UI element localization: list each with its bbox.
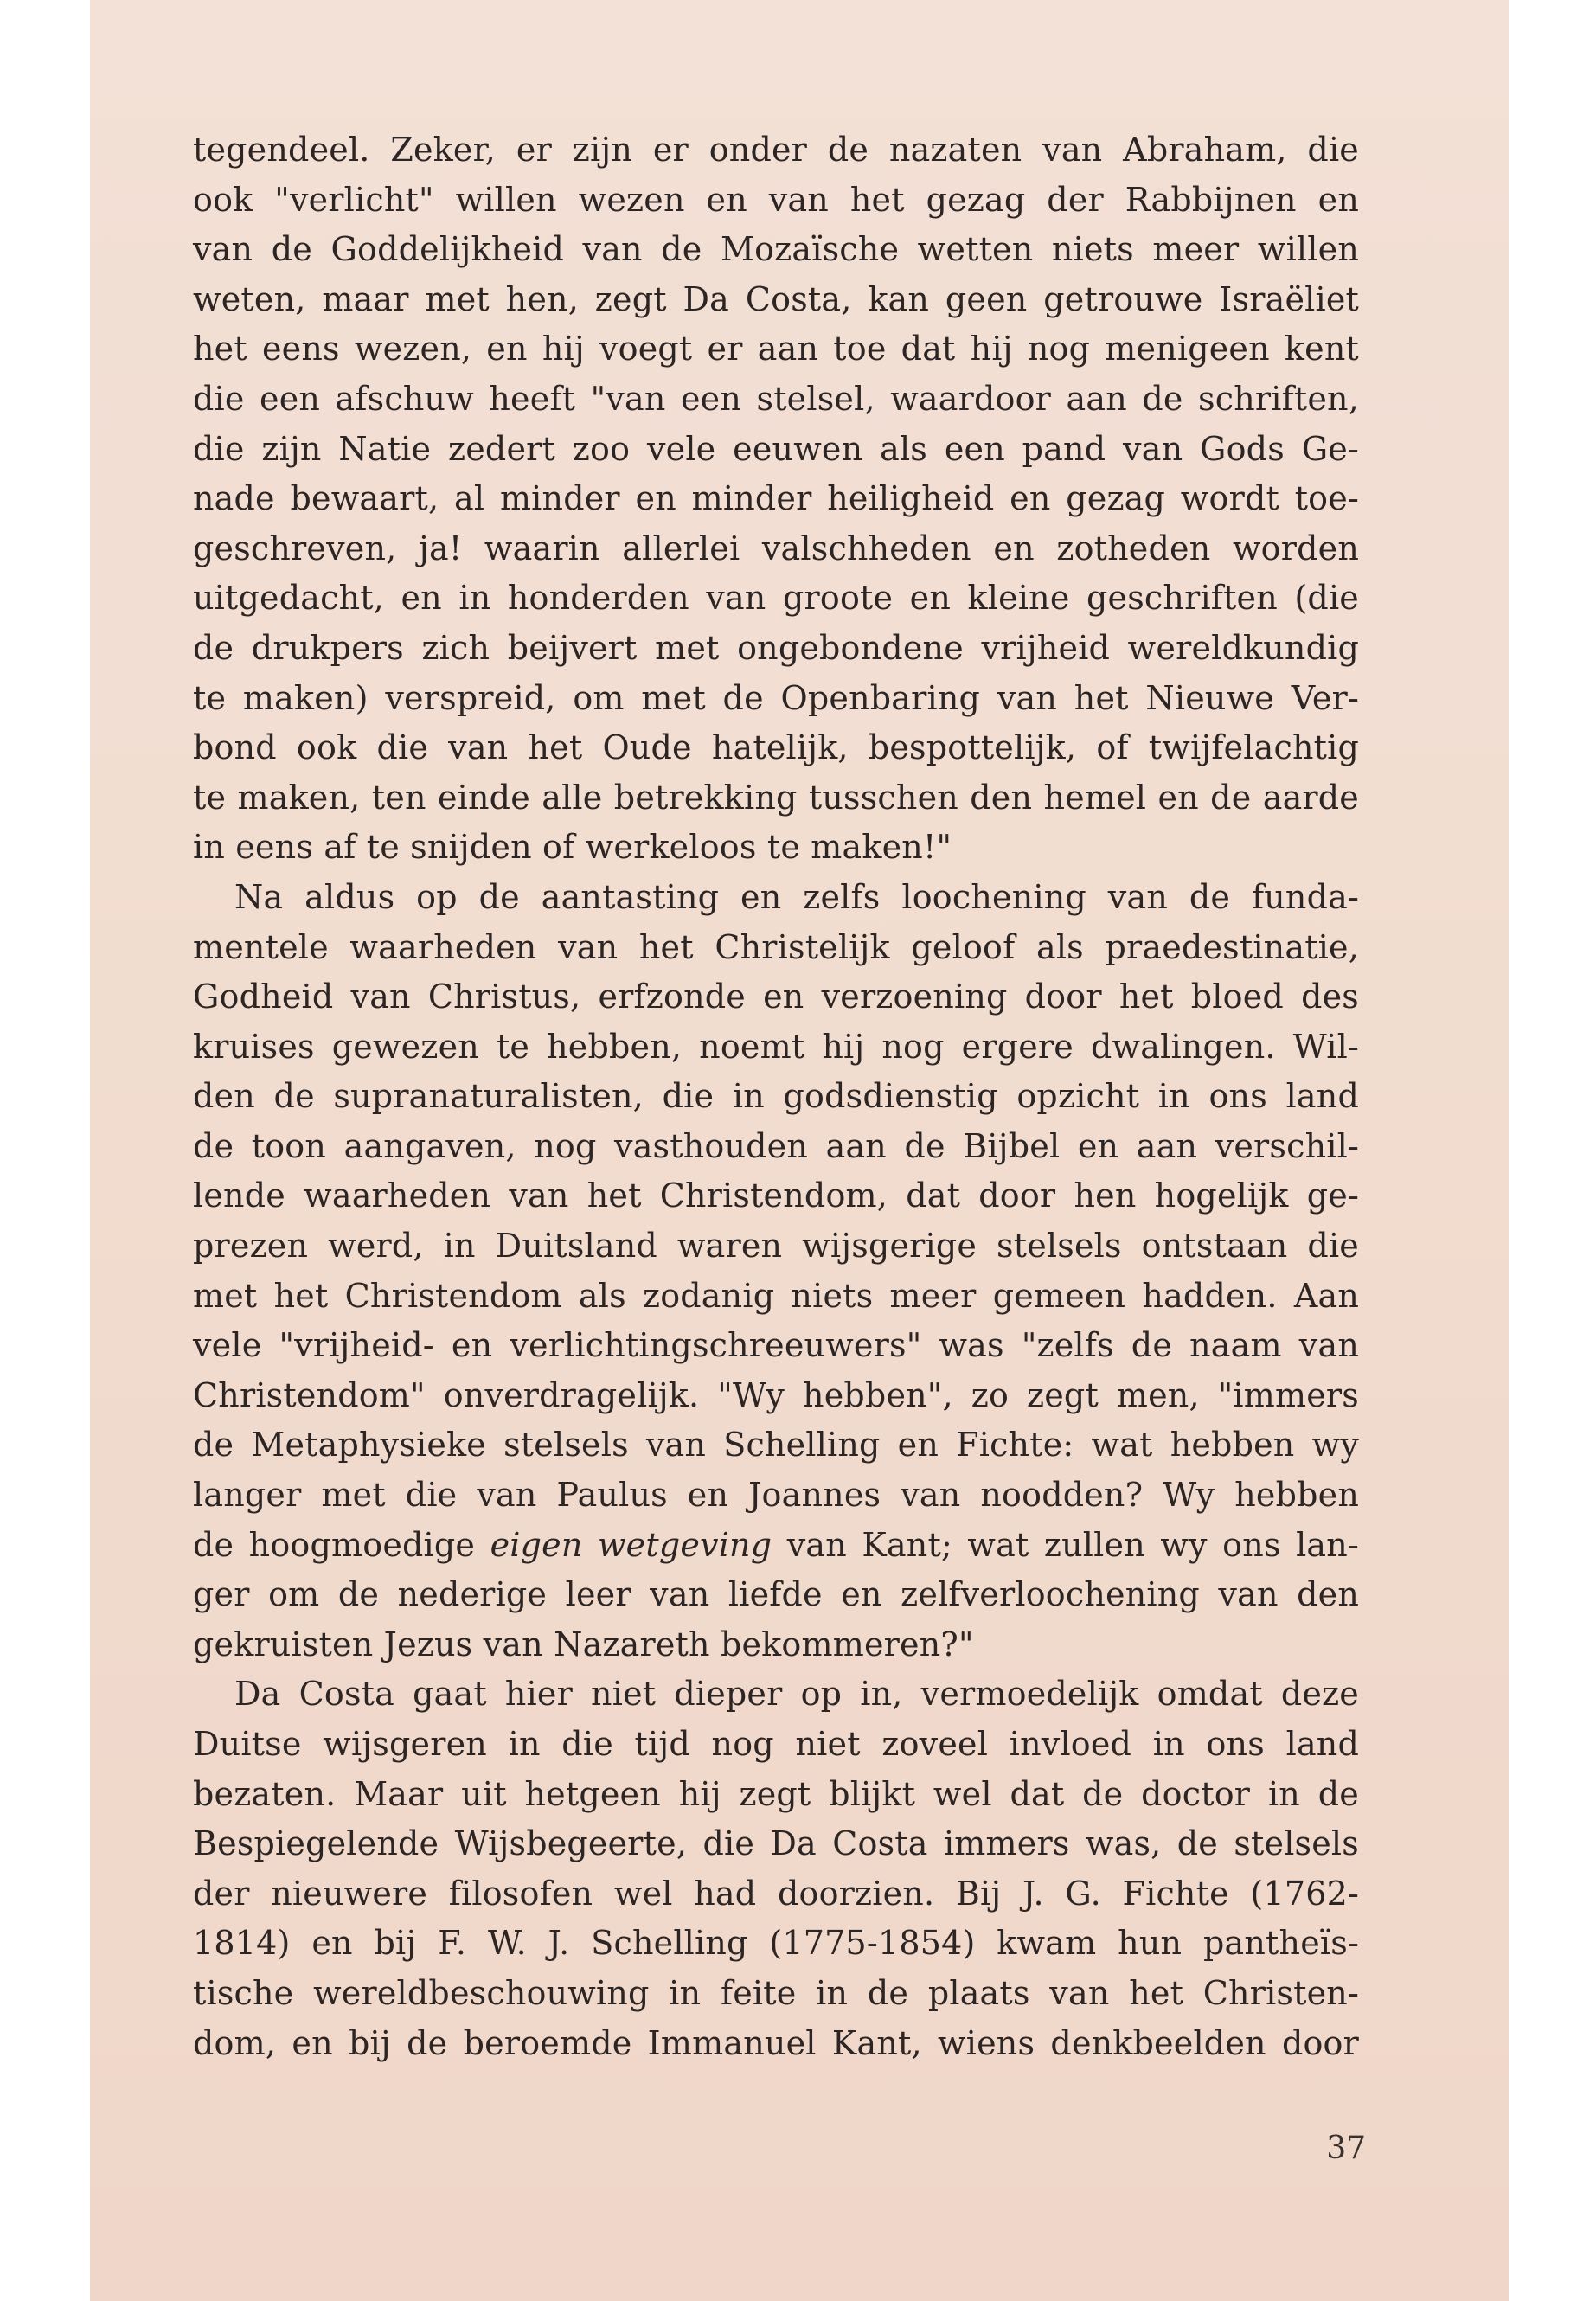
text-line: de Metaphysieke stelsels van Schelling en Fichte: wat hebben wy (193, 1426, 1359, 1465)
text-line: de drukpers zich beijvert met ongebondene vrijheid wereldkundig (193, 628, 1359, 667)
text-segment: van Kant; wat zullen wy ons lan- (786, 1525, 1359, 1564)
text-line: van de Goddelijkheid van de Mozaïsche wetten niets meer willen (193, 230, 1359, 269)
text-line: uitgedacht, en in honderden van groote en kleine geschriften (die (193, 579, 1359, 618)
page-number: 37 (1326, 2131, 1366, 2166)
text-line: kruises gewezen te hebben, noemt hij nog ergere dwalingen. Wil- (193, 1027, 1359, 1066)
text-line: bond ook die van het Oude hatelijk, bespottelijk, of twijfelachtig (193, 728, 1359, 767)
text-line: Duitse wijsgeren in die tijd nog niet zoveel invloed in ons land (193, 1725, 1359, 1763)
text-line: dom, en bij de beroemde Immanuel Kant, wiens denkbeelden door (193, 2023, 1359, 2062)
text-line: de toon aangaven, nog vasthouden aan de Bijbel en aan verschil- (193, 1126, 1359, 1165)
text-line: geschreven, ja! waarin allerlei valschheden en zotheden worden (193, 529, 1359, 567)
text-line: ook "verlicht" willen wezen en van het gezag der Rabbijnen en (193, 180, 1359, 219)
text-line: Bespiegelende Wijsbegeerte, die Da Costa immers was, de stelsels (193, 1824, 1359, 1863)
text-line: bezaten. Maar uit hetgeen hij zegt blijkt wel dat de doctor in de (193, 1774, 1359, 1813)
text-line: vele "vrijheid- en verlichtingschreeuwers" was "zelfs de naam van (193, 1326, 1359, 1365)
text-line: prezen werd, in Duitsland waren wijsgerige stelsels ontstaan die (193, 1227, 1359, 1266)
text-line: mentele waarheden van het Christelijk geloof als praedestinatie, (193, 927, 1359, 966)
text-line: der nieuwere filosofen wel had doorzien. Bij J. G. Fichte (1762- (193, 1874, 1359, 1913)
text-line: 1814) en bij F. W. J. Schelling (1775-1854) kwam hun pantheïs- (193, 1924, 1359, 1963)
text-line-mixed (193, 1521, 1359, 1571)
text-line: langer met die van Paulus en Joannes van noodden? Wy hebben (193, 1476, 1359, 1515)
text-line: Christendom" onverdragelijk. "Wy hebben", zo zegt men, "immers (193, 1375, 1359, 1414)
body-text (193, 125, 1359, 2068)
text-line: nade bewaart, al minder en minder heiligheid en gezag wordt toe- (193, 479, 1359, 518)
text-line: Godheid van Christus, erfzonde en verzoening door het bloed des (193, 977, 1359, 1016)
book-page (90, 0, 1509, 2301)
text-segment: de hoogmoedige (193, 1525, 476, 1564)
text-line: in eens af te snijden of werkeloos te maken!" (193, 828, 952, 867)
italic-phrase: eigen wetgeving (490, 1525, 772, 1564)
text-line: lende waarheden van het Christendom, dat door hen hogelijk ge- (193, 1176, 1359, 1215)
text-line: tische wereldbeschouwing in feite in de plaats van het Christen- (193, 1973, 1359, 2012)
text-line: die een afschuw heeft "van een stelsel, waardoor aan de schriften, (193, 379, 1359, 418)
text-line: Na aldus op de aantasting en zelfs loochening van de funda- (234, 877, 1359, 916)
text-line: te maken) verspreid, om met de Openbaring van het Nieuwe Ver- (193, 678, 1359, 717)
text-line: Da Costa gaat hier niet dieper op in, vermoedelijk omdat deze (234, 1675, 1359, 1714)
text-line: te maken, ten einde alle betrekking tusschen den hemel en de aarde (193, 778, 1359, 817)
text-line: weten, maar met hen, zegt Da Costa, kan geen getrouwe Israëliet (193, 279, 1359, 318)
text-line: tegendeel. Zeker, er zijn er onder de nazaten van Abraham, die (193, 131, 1359, 169)
text-line: met het Christendom als zodanig niets meer gemeen hadden. Aan (193, 1276, 1359, 1315)
text-line: gekruisten Jezus van Nazareth bekommeren?" (193, 1625, 974, 1663)
text-line: ger om de nederige leer van liefde en zelfverloochening van den (193, 1575, 1359, 1614)
text-line: die zijn Natie zedert zoo vele eeuwen als een pand van Gods Ge- (193, 429, 1359, 468)
text-line: den de supranaturalisten, die in godsdienstig opzicht in ons land (193, 1077, 1359, 1116)
text-line: het eens wezen, en hij voegt er aan toe dat hij nog menigeen kent (193, 330, 1359, 369)
